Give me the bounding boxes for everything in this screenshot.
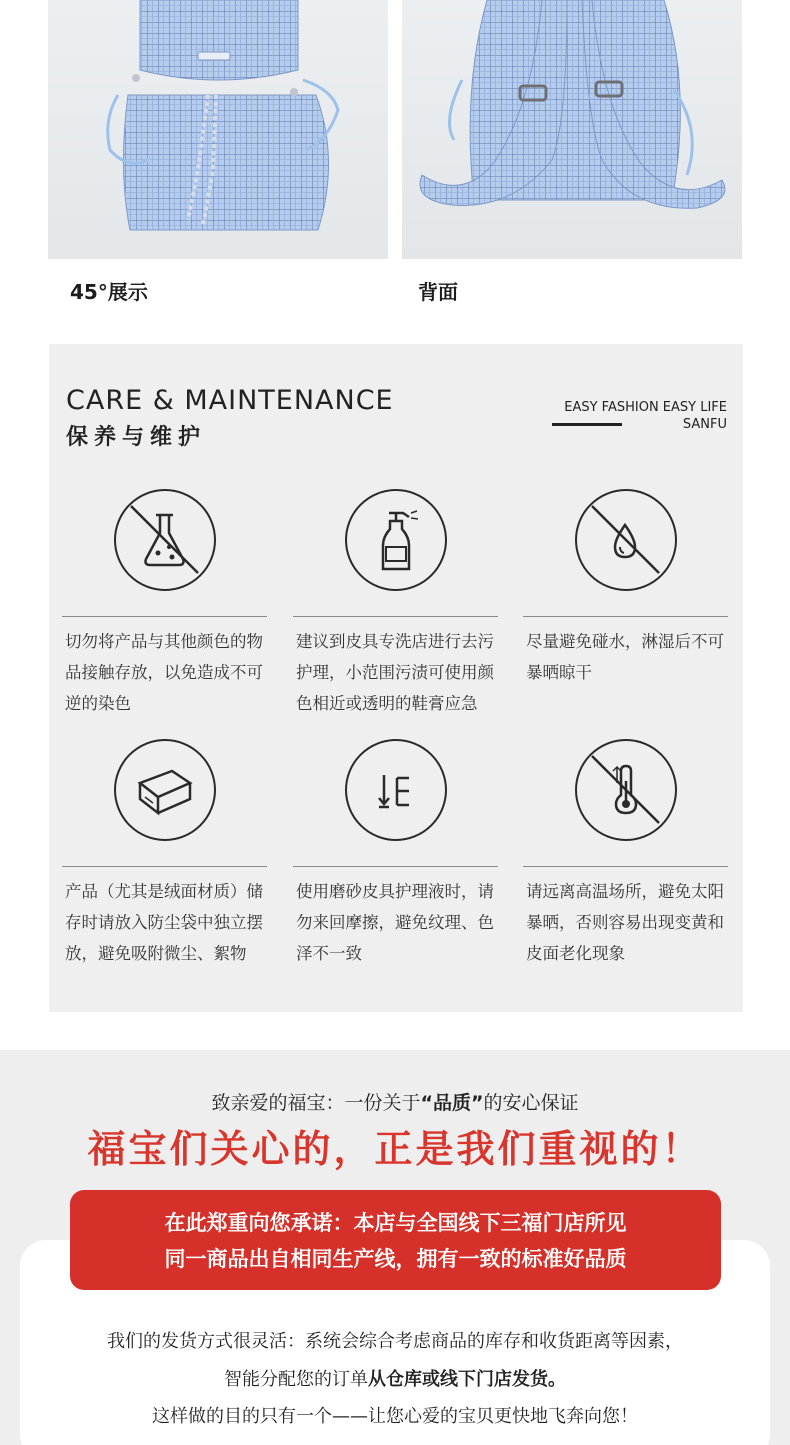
slogan-line-1: EASY FASHION EASY LIFE: [564, 400, 727, 415]
promise-subtitle: [0, 1088, 790, 1115]
no-heat-icon: [575, 739, 677, 841]
care-item-text: 使用磨砂皮具护理液时，请勿来回摩擦，避免纹理、色泽不一致: [296, 882, 494, 963]
storage-box-icon: [114, 739, 216, 841]
promise-subtitle-bold: “品质”: [420, 1092, 484, 1114]
shipping-info-line-1: 我们的发货方式很灵活：系统会综合考虑商品的库存和收货距离等因素，: [107, 1331, 683, 1352]
brand-slogan: [564, 399, 727, 433]
care-item-text: 切勿将产品与其他颜色的物品接触存放，以免造成不可逆的染色: [65, 632, 263, 713]
product-photo-back: [402, 0, 742, 259]
product-photo-front: [48, 0, 388, 259]
photo-caption-front: 45°展示: [70, 280, 148, 304]
no-chemicals-icon: [114, 489, 216, 591]
care-panel: [49, 344, 743, 1012]
care-title-english: CARE & MAINTENANCE: [66, 385, 394, 416]
backpack-front-photo: [48, 0, 388, 259]
spray-cleaner-icon: [345, 489, 447, 591]
item-divider: [62, 866, 267, 867]
care-title-chinese: 保养与维护: [66, 425, 207, 450]
backpack-back-photo: [402, 0, 742, 259]
shipping-info-line-2-pre: 智能分配您的订单: [224, 1369, 368, 1390]
shipping-info-line-2: [0, 1365, 790, 1391]
sort-direction-icon: [345, 739, 447, 841]
promise-subtitle-post: 的安心保证: [483, 1092, 579, 1114]
item-divider: [62, 616, 267, 617]
item-divider: [523, 616, 728, 617]
item-divider: [293, 616, 498, 617]
care-item-text: 建议到皮具专洗店进行去污护理，小范围污渍可使用颜色相近或透明的鞋膏应急: [296, 632, 494, 713]
photo-caption-back: 背面: [418, 280, 458, 304]
slogan-line-2: SANFU: [682, 417, 727, 432]
item-divider: [523, 866, 728, 867]
promise-red-banner: [70, 1190, 721, 1290]
item-divider: [293, 866, 498, 867]
promise-banner-line-2: 同一商品出自相同生产线，拥有一致的标准好品质: [164, 1247, 627, 1271]
shipping-info-line-2-bold: 从仓库或线下门店发货。: [368, 1369, 566, 1390]
promise-subtitle-pre: 致亲爱的福宝：一份关于: [211, 1092, 421, 1114]
care-item-text: 尽量避免碰水，淋湿后不可暴晒晾干: [526, 632, 724, 682]
slogan-divider: [552, 423, 622, 426]
promise-headline: 福宝们关心的，正是我们重视的！: [87, 1127, 703, 1171]
shipping-info-line-3: 这样做的目的只有一个——让您心爱的宝贝更快地飞奔向您！: [152, 1406, 638, 1427]
care-item-text: 产品（尤其是绒面材质）储存时请放入防尘袋中独立摆放，避免吸附微尘、絮物: [65, 882, 263, 963]
promise-banner-line-1: 在此郑重向您承诺：本店与全国线下三福门店所见: [164, 1211, 627, 1235]
no-water-icon: [575, 489, 677, 591]
quality-promise-section: [0, 1050, 790, 1445]
care-item-text: 请远离高温场所，避免太阳暴晒，否则容易出现变黄和皮面老化现象: [526, 882, 724, 963]
